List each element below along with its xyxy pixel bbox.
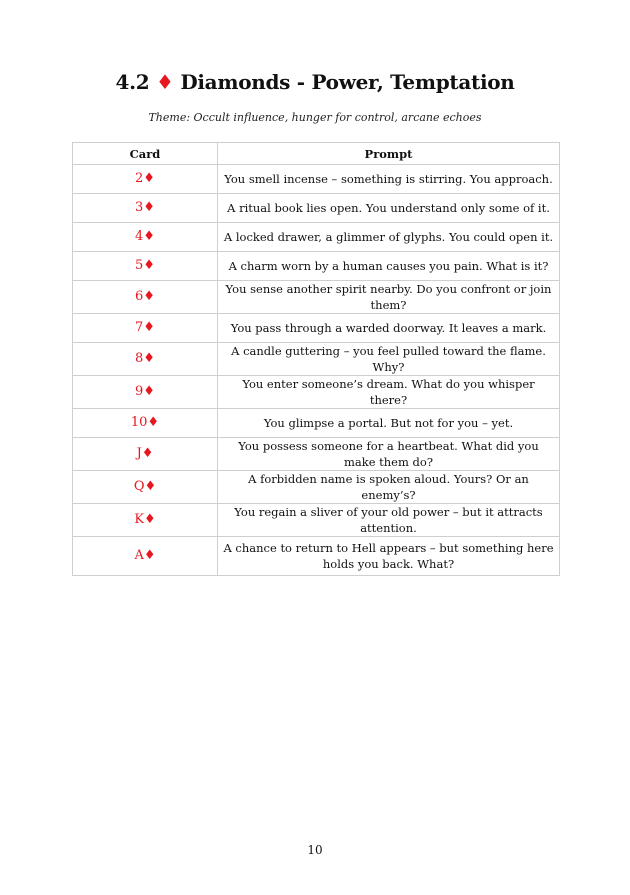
prompt-cell: You regain a sliver of your old power – but it attracts attention. — [218, 504, 560, 537]
card-cell: Q♦ — [73, 471, 218, 504]
prompt-cell: You sense another spirit nearby. Do you confront or join them? — [218, 281, 560, 314]
card-cell: 4♦ — [73, 223, 218, 252]
section-title-text: Diamonds - Power, Temptation — [180, 70, 515, 94]
theme-subtitle: Theme: Occult influence, hunger for control, arcane echoes — [148, 111, 482, 124]
table-row — [73, 409, 560, 438]
diamond-suit-icon: ♦ — [156, 70, 174, 94]
table-row — [73, 504, 560, 537]
card-cell: K♦ — [73, 504, 218, 537]
card-cell: J♦ — [73, 438, 218, 471]
section-title — [0, 70, 630, 94]
prompt-cell: A charm worn by a human causes you pain. What is it? — [218, 252, 560, 281]
card-cell: 6♦ — [73, 281, 218, 314]
card-cell: 2♦ — [73, 165, 218, 194]
header-card: Card — [73, 143, 218, 165]
prompt-cell: A chance to return to Hell appears – but something here holds you back. What? — [218, 537, 560, 576]
prompt-cell: You pass through a warded doorway. It leaves a mark. — [218, 314, 560, 343]
prompt-cell: You possess someone for a heartbeat. What did you make them do? — [218, 438, 560, 471]
table-row — [73, 194, 560, 223]
section-number: 4.2 — [115, 70, 150, 94]
table-row — [73, 471, 560, 504]
table-row — [73, 438, 560, 471]
card-cell: 10♦ — [73, 409, 218, 438]
card-cell: 3♦ — [73, 194, 218, 223]
card-cell: 8♦ — [73, 343, 218, 376]
card-cell: 7♦ — [73, 314, 218, 343]
prompt-cell: A forbidden name is spoken aloud. Yours? Or an enemy’s? — [218, 471, 560, 504]
prompt-cell: A candle guttering – you feel pulled toward the flame. Why? — [218, 343, 560, 376]
table-row — [73, 165, 560, 194]
table-row — [73, 343, 560, 376]
prompt-cell: A ritual book lies open. You understand only some of it. — [218, 194, 560, 223]
prompt-cell: You glimpse a portal. But not for you – yet. — [218, 409, 560, 438]
table-row — [73, 223, 560, 252]
prompt-cell: A locked drawer, a glimmer of glyphs. You could open it. — [218, 223, 560, 252]
table-row — [73, 537, 560, 576]
prompt-cell: You enter someone’s dream. What do you whisper there? — [218, 376, 560, 409]
prompts-table — [72, 142, 560, 576]
table-row — [73, 314, 560, 343]
card-cell: 5♦ — [73, 252, 218, 281]
page-number: 10 — [307, 843, 323, 857]
card-cell: 9♦ — [73, 376, 218, 409]
table-row — [73, 281, 560, 314]
table-row — [73, 376, 560, 409]
header-prompt: Prompt — [218, 143, 560, 165]
prompt-cell: You smell incense – something is stirring. You approach. — [218, 165, 560, 194]
card-cell: A♦ — [73, 537, 218, 576]
table-row — [73, 252, 560, 281]
table-header-row — [73, 143, 560, 165]
